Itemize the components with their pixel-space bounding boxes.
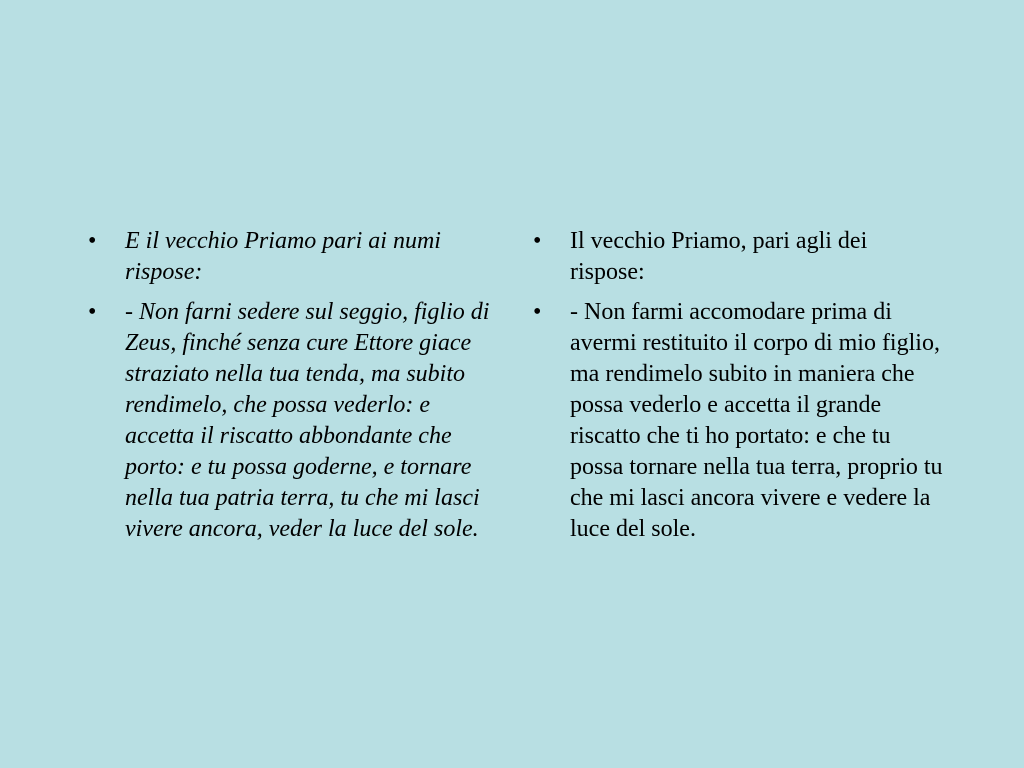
right-item-1-text: Il vecchio Priamo, pari agli dei rispose:: [570, 228, 868, 285]
left-bullet-item-2: [88, 297, 498, 545]
bullet-icon: •: [88, 299, 97, 325]
left-column-original-translation: [88, 226, 498, 554]
bullet-icon: •: [533, 299, 542, 325]
right-bullet-item-2: [533, 297, 943, 545]
right-item-2-text: - Non farmi accomodare prima di avermi restituito il corpo di mio figlio, ma rendimelo subito in maniera che possa vederlo e accetta il grande riscatto che ti ho portato: e che tu possa tornare nella tua terra, proprio tu che mi lasci ancora vivere e vedere la luce del sole.: [570, 299, 943, 542]
right-column-modern-paraphrase: [533, 226, 943, 554]
left-item-2-text: - Non farni sedere sul seggio, figlio di Zeus, finché senza cure Ettore giace straziato nella tua tenda, ma subito rendimelo, che possa vederlo: e accetta il riscatto abbondante che porto: e tu possa goderne, e tornare nella tua patria terra, tu che mi lasci vivere ancora, veder la luce del sole.: [125, 299, 490, 542]
left-item-1-text: E il vecchio Priamo pari ai numi rispose:: [125, 228, 441, 285]
bullet-icon: •: [533, 228, 542, 254]
right-bullet-item-1: [533, 226, 943, 288]
left-bullet-item-1: [88, 226, 498, 288]
bullet-icon: •: [88, 228, 97, 254]
